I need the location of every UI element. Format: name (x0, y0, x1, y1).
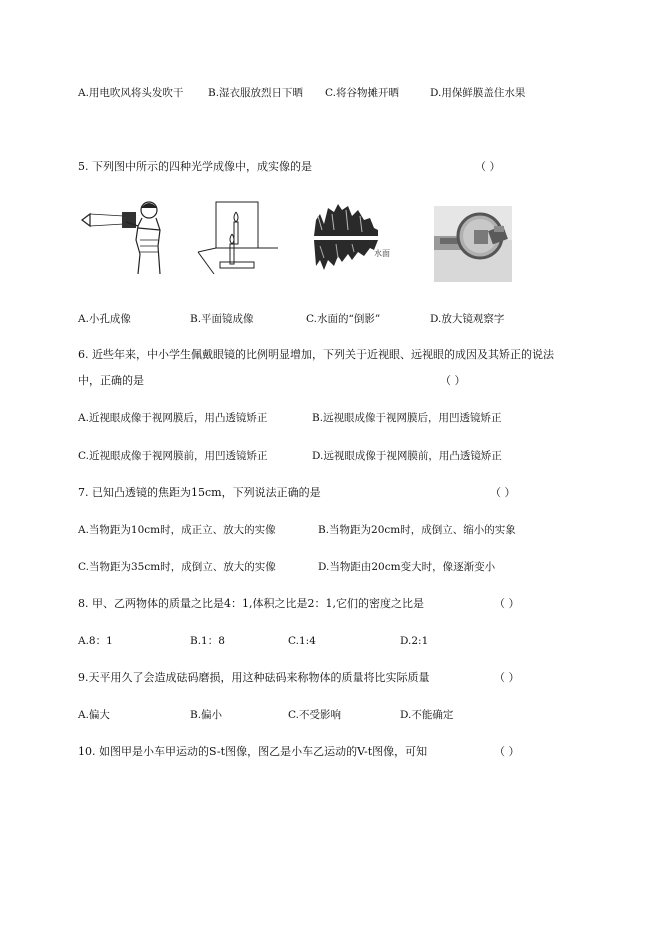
pinhole-camera-figure (78, 196, 168, 278)
q5-option-b: B.平面镜成像 (190, 313, 254, 325)
q4-option-d: D.用保鲜膜盖住水果 (430, 87, 526, 99)
q7-answer-paren: （ ） (490, 486, 516, 499)
q6-option-d: D.远视眼成像于视网膜前，用凸透镜矫正 (312, 450, 502, 462)
q8-option-c: C.1:4 (288, 635, 316, 647)
q4-option-a: A.用电吹风将头发吹干 (78, 87, 184, 99)
q6-option-c: C.近视眼成像于视网膜前，用凹透镜矫正 (78, 450, 268, 462)
q5-option-a: A.小孔成像 (78, 313, 131, 325)
q9-answer-paren: （ ） (494, 671, 520, 684)
plane-mirror-figure (194, 198, 280, 278)
q10-answer-paren: （ ） (494, 745, 520, 758)
q5-stem: 5. 下列图中所示的四种光学成像中，成实像的是 (78, 160, 312, 173)
q6-stem-line1: 6. 近些年来，中小学生佩戴眼镜的比例明显增加，下列关于近视眼、远视眼的成因及其矫正的说法 (78, 348, 554, 361)
q6-answer-paren: （ ） (440, 374, 466, 387)
q4-option-c: C.将谷物摊开晒 (325, 87, 399, 99)
q5-answer-paren: （ ） (475, 160, 501, 173)
magnifier-photo (434, 206, 512, 282)
q9-option-c: C.不受影响 (288, 709, 341, 721)
q8-option-d: D.2:1 (400, 635, 429, 647)
q8-answer-paren: （ ） (494, 597, 520, 610)
q5-option-c: C.水面的“倒影” (306, 313, 381, 325)
q7-option-a: A.当物距为10cm时，成正立、放大的实像 (78, 524, 276, 536)
q10-stem: 10. 如图甲是小车甲运动的S-t图像，图乙是小车乙运动的V-t图像，可知 (78, 745, 428, 758)
q5-option-d: D.放大镜观察字 (430, 313, 505, 325)
q6-option-b: B.远视眼成像于视网膜后，用凹透镜矫正 (312, 412, 502, 424)
q4-option-b: B.湿衣服放烈日下晒 (208, 87, 304, 99)
q8-option-b: B.1：8 (190, 635, 225, 647)
water-surface-label: 水面 (374, 249, 390, 258)
q9-option-b: B.偏小 (190, 709, 223, 721)
q7-option-c: C.当物距为35cm时，成倒立、放大的实像 (78, 561, 276, 573)
q7-option-b: B.当物距为20cm时，成倒立、缩小的实象 (318, 524, 516, 536)
q9-option-d: D.不能确定 (400, 709, 454, 721)
q8-stem: 8. 甲、乙两物体的质量之比是4：1,体积之比是2：1,它们的密度之比是 (78, 597, 424, 610)
q6-option-a: A.近视眼成像于视网膜后，用凸透镜矫正 (78, 412, 268, 424)
water-reflection-figure (312, 200, 392, 276)
q9-stem: 9.天平用久了会造成砝码磨损，用这种砝码来称物体的质量将比实际质量 (78, 671, 430, 684)
q7-option-d: D.当物距由20cm变大时，像逐渐变小 (318, 561, 496, 573)
q8-option-a: A.8：1 (78, 635, 113, 647)
q9-option-a: A.偏大 (78, 709, 110, 721)
q6-stem-line2: 中，正确的是 (78, 374, 144, 387)
q7-stem: 7. 已知凸透镜的焦距为15cm，下列说法正确的是 (78, 486, 321, 499)
